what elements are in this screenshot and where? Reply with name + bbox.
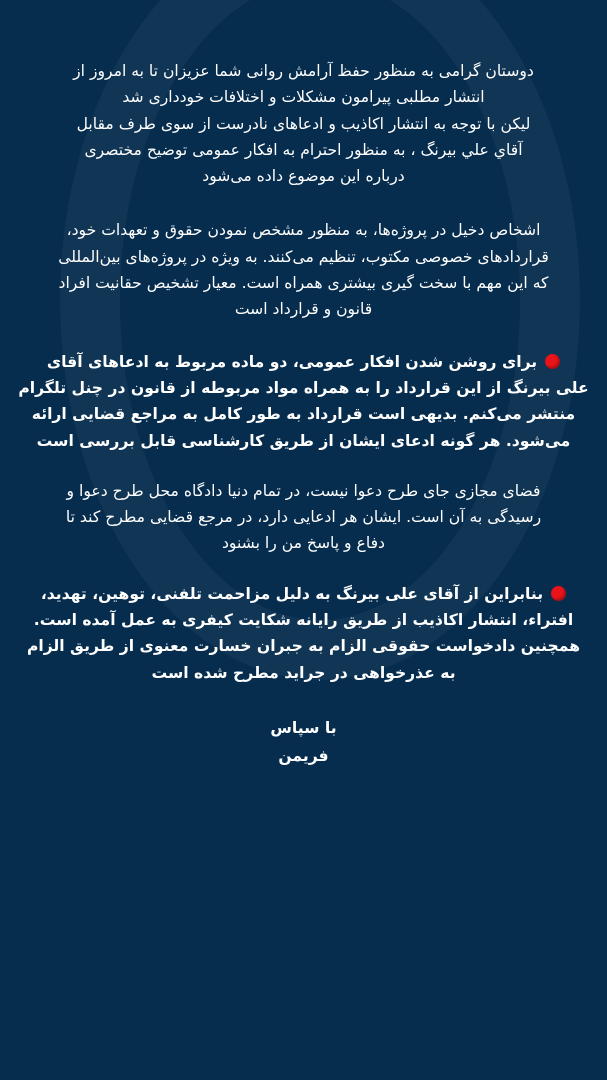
- bullet-text-telegram: برای روشن شدن افکار عمومی، دو ماده مربوط به ادعاهای آقای علی بیرنگ از این قرارداد را به همراه مواد مربوطه از قانون در چنل تلگرام منتشر می‌کنم. بدیهی است قرارداد به طور کامل به مراجع قضایی ارائه می‌شود. هر گونه ادعای ایشان از طریق کارشناسی قابل بررسی است: [18, 352, 589, 450]
- paragraph-bullet-telegram: [14, 349, 593, 454]
- paragraph-contracts: اشخاص دخیل در پروژه‌ها، به منظور مشخص نمودن حقوق و تعهدات خود، قراردادهای خصوصی مکتوب، تنظیم می‌کنند. به ویژه در پروژه‌های بین‌المللی که این مهم با سخت گیری بیشتری همراه است. معیار تشخیص حقانیت افراد قانون و قرارداد است: [58, 221, 549, 319]
- paragraph-court: فضای مجازی جای طرح دعوا نیست، در تمام دنیا دادگاه محل طرح دعوا و رسیدگی به آن است. ایشان هر ادعایی دارد، در مرجع قضایی مطرح کند تا دفاع و پاسخ من را بشنود: [65, 481, 542, 553]
- signature: [14, 714, 593, 770]
- signature-thanks: با سپاس: [270, 718, 337, 737]
- red-bullet-icon: [545, 354, 560, 369]
- paragraph-bullet-complaint: [14, 581, 593, 686]
- red-bullet-icon: [551, 586, 566, 601]
- signature-name: فریمن: [278, 746, 329, 765]
- bullet-text-complaint: بنابراین از آقای علی بیرنگ به دلیل مزاحمت تلفنی، توهین، تهدید، افتراء، انتشار اکاذیب از طریق رایانه شکایت کیفری به عمل آمده است. همچنین دادخواست حقوقی الزام به جبران خسارت معنوی از طریق الزام به عذرخواهی در جراید مطرح شده است: [26, 584, 581, 682]
- paragraph-intro: دوستان گرامی به منظور حفظ آرامش روانی شما عزیزان تا به امروز از انتشار مطلبی پیرامون مشکلات و اختلافات خودداری شد لیکن با توجه به انتشار اکاذیب و ادعاهای نادرست از سوی طرف مقابل آقاي علي بيرنگ ، به منظور احترام به افکار عمومی توضیح مختصری درباره این موضوع داده می‌شود: [73, 62, 534, 186]
- announcement-text: [14, 58, 593, 770]
